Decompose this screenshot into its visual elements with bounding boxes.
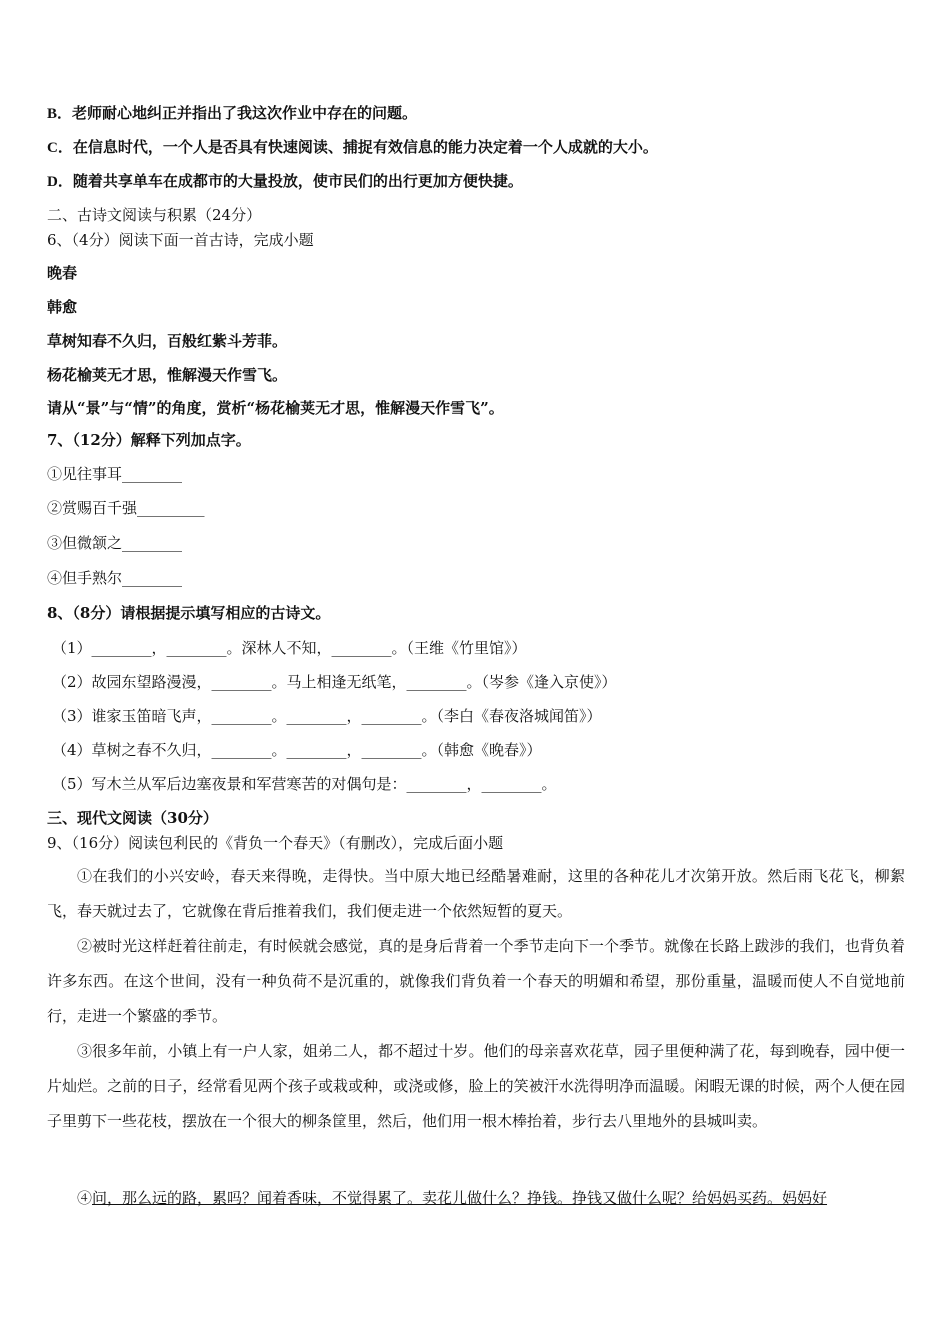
article-paragraph: ②被时光这样赶着往前走，有时候就会感觉，真的是身后背着一个季节走向下一个季节。就像在长路上跋涉的我们，也背负着许多东西。在这个世间，没有一种负荷不是沉重的，就像我们背负着一个春天的明媚和希望，那份重量，温暖而使人不自觉地前行，走进一个繁盛的季节。 [47, 937, 905, 1025]
q7-item: ③但微颔之________ [47, 534, 183, 552]
poem-title: 晚春 [47, 264, 78, 282]
q8-item: （2）故园东望路漫漫，________。马上相逢无纸笔，________。（岑参《逢入京使》） [52, 673, 617, 691]
q8-item: （4）草树之春不久归，________。________，________。（韩愈《晚春》） [52, 741, 542, 759]
section2-heading: 二、古诗文阅读与积累（24分） [47, 206, 262, 224]
option-letter: D． [47, 174, 73, 190]
q8-item: （5）写木兰从军后边塞夜景和军营寒苦的对偶句是：________，________。 [52, 775, 557, 793]
q7-item: ④但手熟尔________ [47, 569, 183, 587]
q7-stem: 7、（12分）解释下列加点字。 [47, 431, 251, 449]
q7-item: ①见往事耳________ [47, 465, 183, 483]
q7-item: ②赏赐百千强_________ [47, 499, 205, 517]
option-c [47, 137, 658, 158]
q8-item: （3）谁家玉笛暗飞声，________。________，________。（李白《春夜洛城闻笛》） [52, 707, 602, 725]
article-paragraph: ③很多年前，小镇上有一户人家，姐弟二人，都不超过十岁。他们的母亲喜欢花草，园子里便种满了花，每到晚春，园中便一片灿烂。之前的日子，经常看见两个孩子或栽或种，或浇或修，脸上的笑被汗水洗得明净而温暖。闲暇无课的时候，两个人便在园子里剪下一些花枝，摆放在一个很大的柳条筐里，然后，他们用一根木棒抬着，步行去八里地外的县城叫卖。 [47, 1042, 905, 1130]
option-letter: B． [47, 106, 73, 122]
paragraph-number: ④ [77, 1189, 93, 1207]
q6-question: 请从“景”与“情”的角度，赏析“杨花榆荚无才思，惟解漫天作雪飞”。 [47, 399, 504, 417]
article-paragraph: ①在我们的小兴安岭，春天来得晚，走得快。当中原大地已经酷暑难耐，这里的各种花儿才次第开放。然后雨飞花飞，柳絮飞，春天就过去了，它就像在背后推着我们，我们便走进一个依然短暂的夏天。 [47, 867, 905, 920]
option-b [47, 103, 417, 124]
option-text: 随着共享单车在成都市的大量投放，使市民们的出行更加方便快捷。 [72, 172, 523, 190]
option-letter: C． [47, 140, 73, 156]
q8-item: （1）________，________。深林人不知，________。（王维《竹里馆》） [52, 639, 527, 657]
q9-stem: 9、（16分）阅读包利民的《背负一个春天》（有删改），完成后面小题 [47, 834, 504, 852]
section3-heading: 三、现代文阅读（30分） [47, 809, 218, 827]
option-text: 在信息时代，一个人是否具有快速阅读、捕捉有效信息的能力决定着一个人成就的大小。 [72, 138, 658, 156]
q8-stem: 8、（8分）请根据提示填写相应的古诗文。 [47, 604, 331, 622]
underlined-text: 问，那么远的路，累吗？闻着香味，不觉得累了。卖花儿做什么？挣钱。挣钱又做什么呢？给妈妈买药。妈妈好 [92, 1189, 828, 1207]
option-d [47, 171, 523, 192]
poem-line: 杨花榆荚无才思，惟解漫天作雪飞。 [47, 366, 288, 384]
option-text: 老师耐心地纠正并指出了我这次作业中存在的问题。 [72, 104, 418, 122]
poem-author: 韩愈 [47, 298, 78, 316]
q6-stem: 6、（4分）阅读下面一首古诗，完成小题 [47, 231, 314, 249]
article-paragraph [47, 1181, 905, 1216]
poem-line: 草树知春不久归，百般红紫斗芳菲。 [47, 332, 288, 350]
